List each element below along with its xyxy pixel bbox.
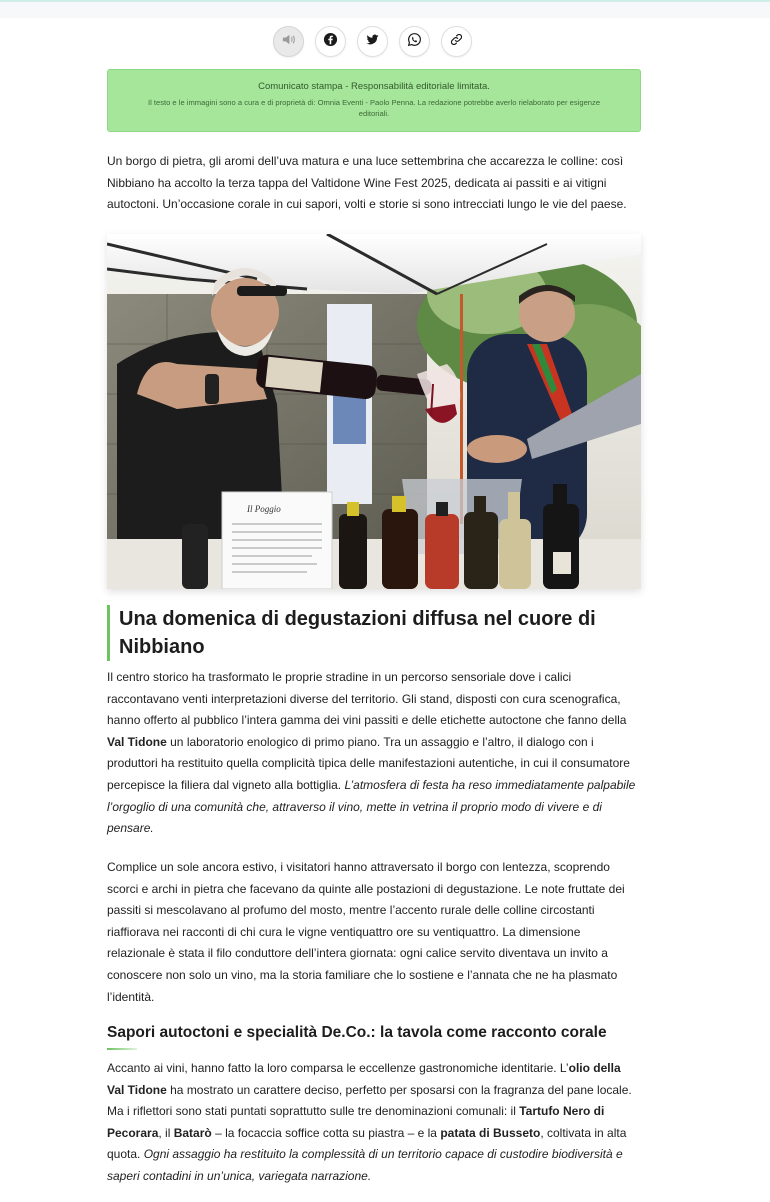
paragraph-1-bold: Val Tidone [107, 734, 167, 749]
paragraph-1-part-a: Il centro storico ha trasformato le proprie stradine in un percorso sensoriale dove i calici raccontavano venti interpretazioni diverse del territorio. Gli stand, disposti con cura scenografica, hanno offerto al pubblico l’intera gamma dei vini passiti e delle etichette autoctone che fanno della [107, 670, 627, 728]
press-release-note: Il testo e le immagini sono a cura e di proprietà di: Omnia Eventi - Paolo Penna. La redazione potrebbe averlo rielaborato per esigenze editoriali. [147, 98, 601, 118]
audio-button[interactable] [273, 26, 304, 57]
paragraph-3-bold-2: Tartufo Nero di Pecorara [107, 1104, 605, 1140]
link-icon [449, 32, 464, 52]
article-paragraph-1 [107, 667, 641, 840]
whatsapp-icon [407, 32, 422, 52]
article-paragraph-3 [107, 1058, 641, 1188]
speaker-icon [281, 32, 296, 52]
wine-tasting-photo [107, 234, 641, 589]
article-paragraph-2 [107, 857, 641, 1008]
paragraph-3-part-e: , coltivata in alta quota. [107, 1125, 627, 1162]
paragraph-1-text [107, 667, 641, 840]
paragraph-3-part-c: , il [158, 1125, 174, 1140]
paragraph-1-part-b: un laboratorio enologico di primo piano. Tra un assaggio e l’altro, il dialogo con i produttori ha restituito quella complicità tipica delle manifestazioni autentiche, in cui il consumatore percepisce la filiera dal vigneto alla bottiglia. [107, 734, 630, 792]
twitter-share-button[interactable] [357, 26, 388, 57]
whatsapp-share-button[interactable] [399, 26, 430, 57]
share-toolbar [273, 26, 472, 57]
intro-paragraph: Un borgo di pietra, gli aromi dell’uva matura e una luce settembrina che accarezza le colline: così Nibbiano ha accolto la terza tappa del Valtidone Wine Fest 2025, dedicata ai passiti e ai vitigni autoctoni. Un’occasione corale in cui sapori, volti e storie si sono intrecciati lungo le vie del paese. [107, 154, 627, 212]
press-release-title: Comunicato stampa - Responsabilità editoriale limitata. [258, 81, 490, 92]
twitter-icon [365, 32, 380, 52]
paragraph-1-italic: L’atmosfera di festa ha reso immediatamente palpabile l’orgoglio di una comunità che, attraverso il vino, mette in vetrina il proprio modo di vivere e di pensare. [107, 777, 636, 836]
paragraph-3-bold-1: olio della Val Tidone [107, 1061, 621, 1097]
facebook-share-button[interactable] [315, 26, 346, 57]
section-heading-1: Una domenica di degustazioni diffusa nel cuore di Nibbiano [107, 605, 641, 661]
paragraph-3-bold-4: patata di Busseto [440, 1125, 541, 1140]
top-bar [0, 0, 770, 18]
paragraph-3-italic: Ogni assaggio ha restituito la complessità di un territorio capace di custodire biodiversità e saperi contadini in un’unica, variegata narrazione. [107, 1147, 623, 1183]
section-heading-2: Sapori autoctoni e specialità De.Co.: la tavola come racconto corale [107, 1024, 607, 1041]
heading-underline [107, 1048, 137, 1050]
paragraph-3-bold-3: Batarò [173, 1125, 212, 1140]
paragraph-2-text: Complice un sole ancora estivo, i visitatori hanno attraversato il borgo con lentezza, scoprendo scorci e archi in pietra che facevano da quinte alle postazioni di degustazione. Le note fruttate dei passiti si mescolavano al profumo del mosto, mentre l’accento rurale delle colline circostanti riaffiorava nei racconti di chi cura le vigne ventiquattro ore su ventiquattro. La dimensione relazionale è stata il filo conduttore dell’intera giornata: ogni calice servito diventava un invito a conoscere non solo un vino, ma la storia familiare che lo sostiene e l’annata che ne ha plasmato l’identità. [107, 860, 625, 1004]
copy-link-button[interactable] [441, 26, 472, 57]
menu-card-title: Il Poggio [247, 504, 281, 514]
paragraph-3-text [107, 1058, 641, 1188]
paragraph-3-part-d: – la focaccia soffice cotta su piastra – e la [211, 1125, 441, 1140]
paragraph-3-part-a: Accanto ai vini, hanno fatto la loro comparsa le eccellenze gastronomiche identitarie. L’ [107, 1061, 569, 1075]
press-release-notice [107, 69, 641, 132]
paragraph-3-part-b: ha mostrato un carattere deciso, perfetto per sposarsi con la fragranza del pane locale. Ma i riflettori sono stati puntati soprattutto sulle tre denominazioni comunali: il [107, 1082, 632, 1119]
article-intro [107, 151, 641, 216]
hero-photo [107, 234, 641, 589]
facebook-icon [323, 32, 338, 52]
